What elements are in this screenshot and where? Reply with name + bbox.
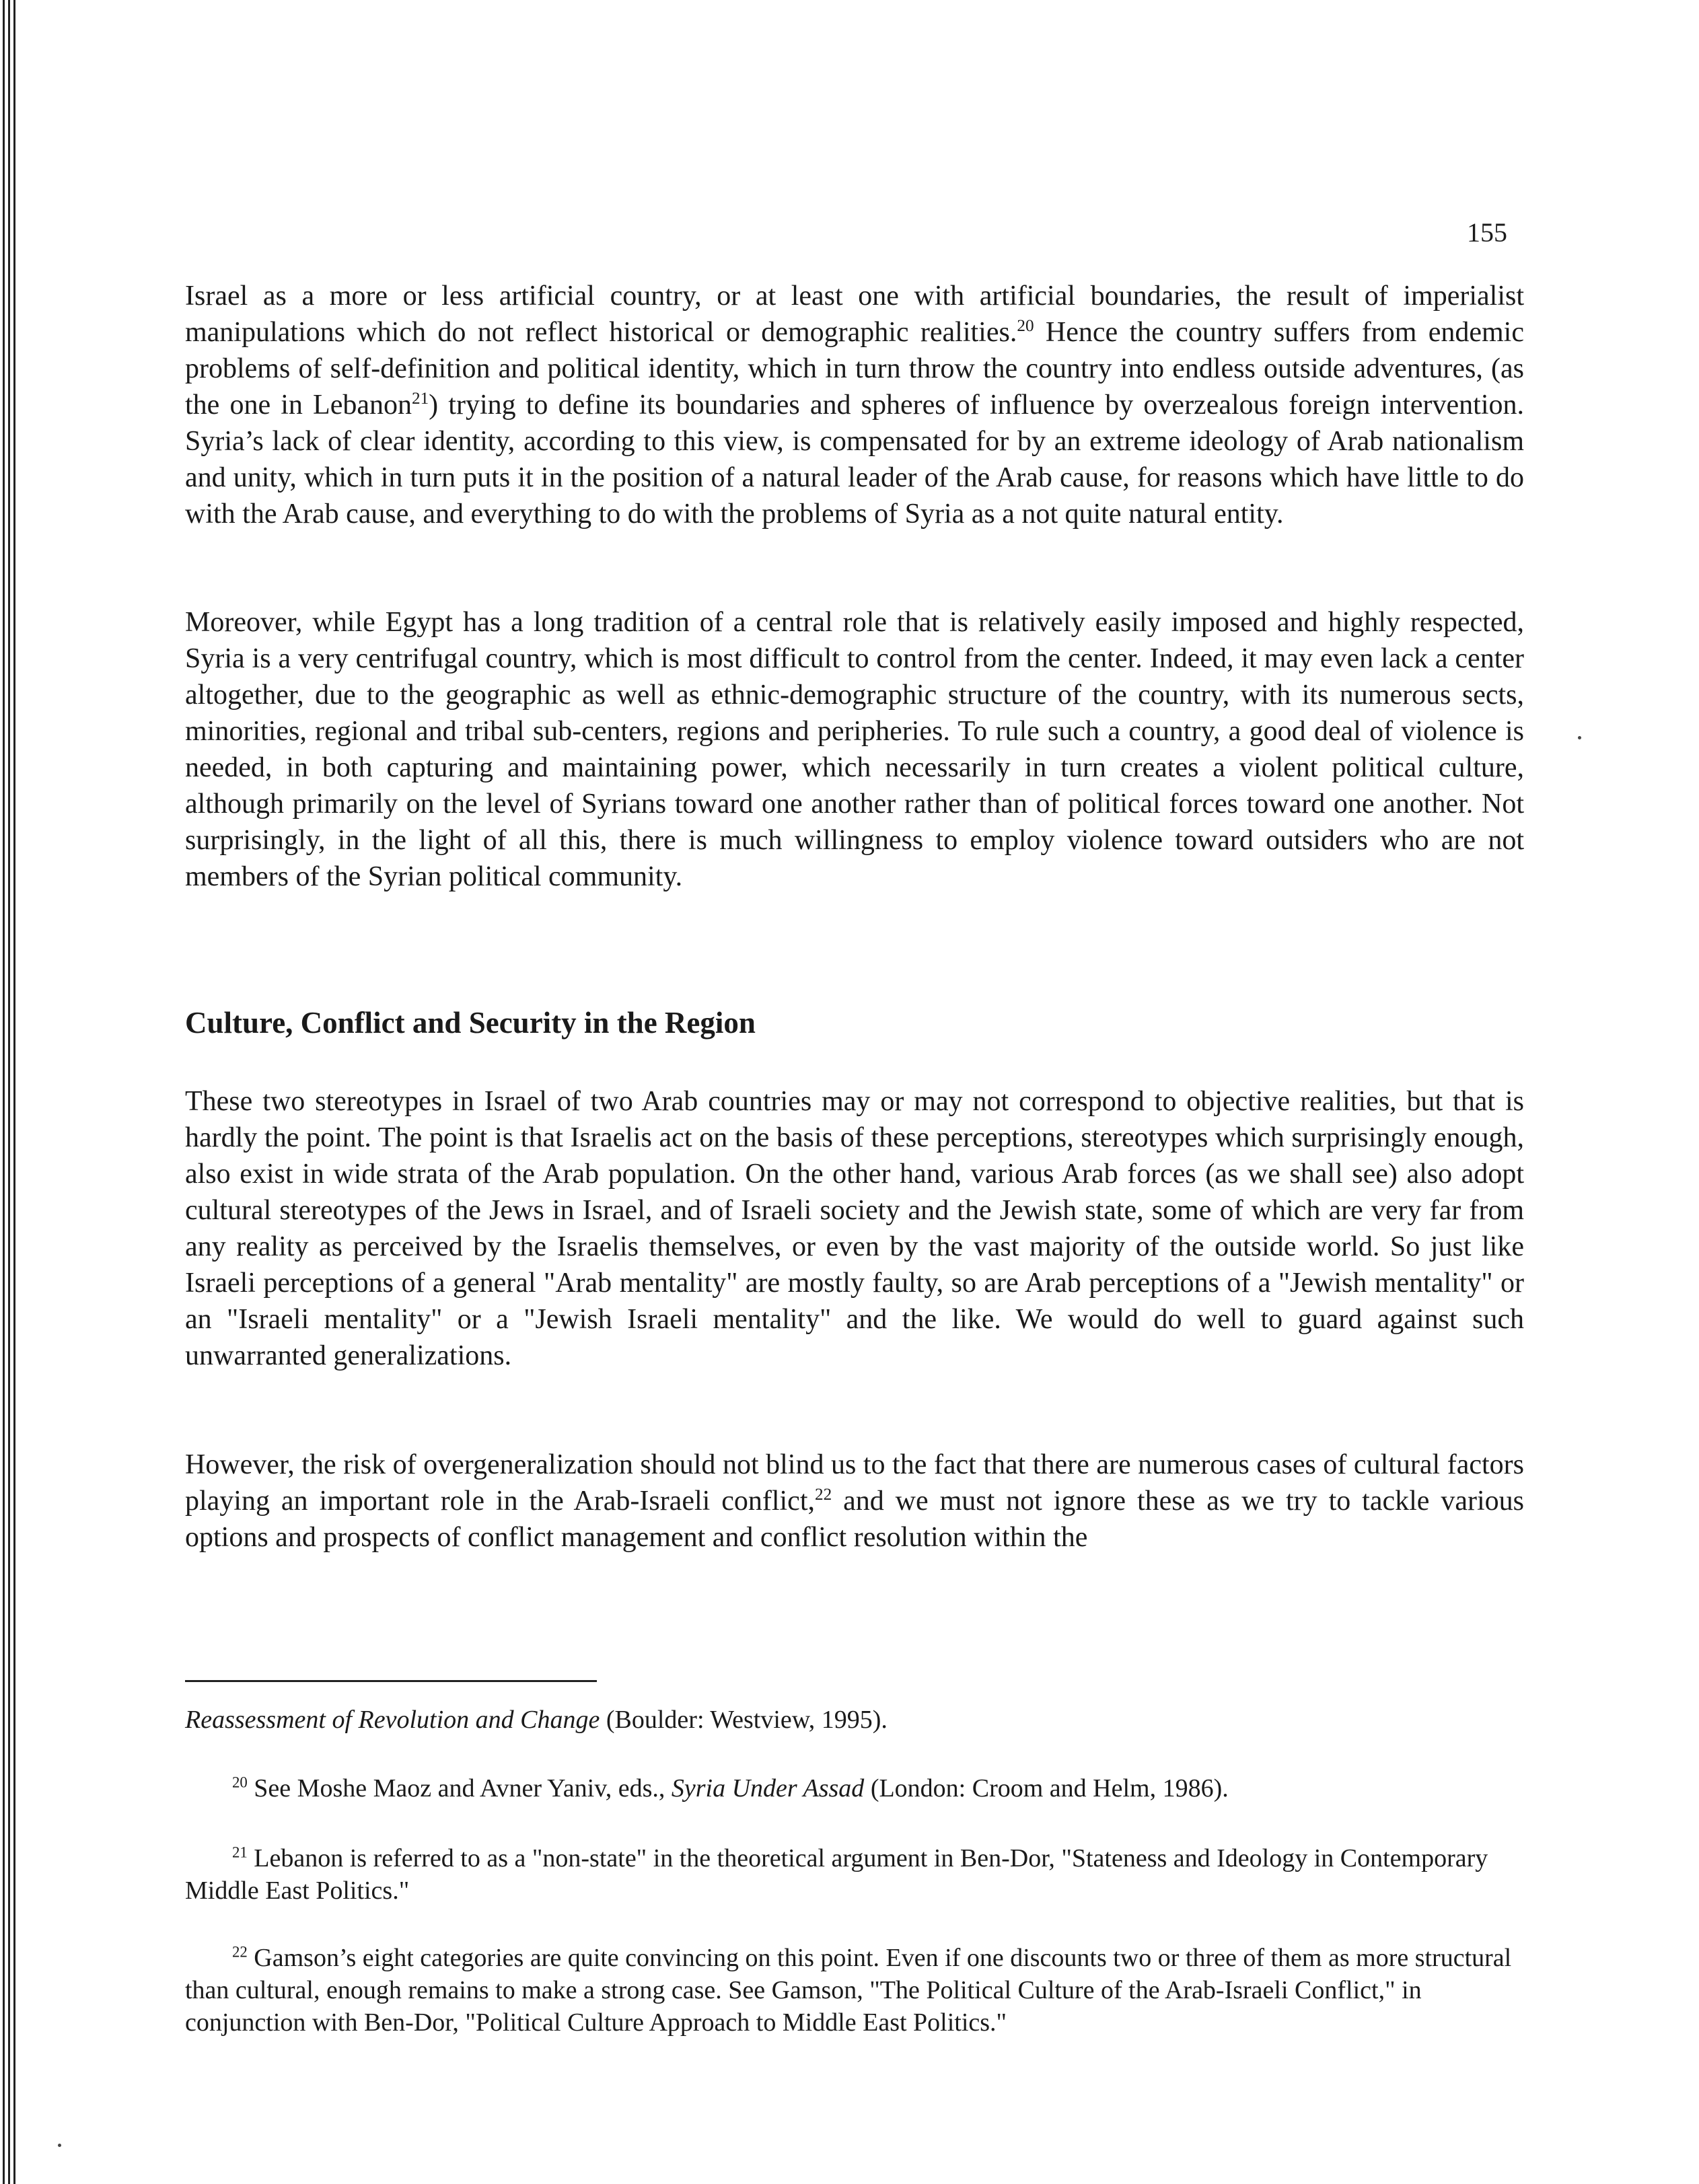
footnote-number: 20: [232, 1774, 248, 1791]
footnote-20: $^{20}$ See Moshe Maoz and Avner Yaniv, eds., Syria Under Assad (London: Croom and Helm, 1986).: [232, 1774, 1229, 1803]
footnote-ref: 22: [815, 1486, 832, 1504]
footnote-21: $^{21}$ Lebanon is referred to as a "non-state" in the theoretical argument in Ben-Dor, "Stateness and Ideology in Contemporary Middle East Politics.": [185, 1844, 1488, 1905]
book-title: Syria Under Assad: [671, 1774, 865, 1803]
scan-speck: [58, 2144, 61, 2147]
paragraph: These two stereotypes in Israel of two Arab countries may or may not correspond to objective realities, but that is hardly the point. The point is that Israelis act on the basis of these perceptions, stereotypes which surprisingly enough, also exist in wide strata of the Arab population. On the other hand, various Arab forces (as we shall see) also adopt cultural stereotypes of the Jews in Israel, and of Israeli society and the Jewish state, some of which are very far from any reality as perceived by the Israelis themselves, or even by the vast majority of the outside world. So just like Israeli perceptions of a general "Arab mentality" are mostly faulty, so are Arab perceptions of a "Jewish mentality" or an "Israeli mentality" or a "Jewish Israeli mentality" and the like. We would do well to guard against such unwarranted generalizations.: [185, 1086, 1524, 1371]
footnote-22: $^{22}$ Gamson’s eight categories are quite convincing on this point. Even if one discounts two or three of them as more structural than cultural, enough remains to make a strong case. See Gamson, "The Political Culture of the Arab-Israeli Conflict," in conjunction with Ben-Dor, "Political Culture Approach to Middle East Politics.": [185, 1943, 1512, 2037]
binding-edge-line: [3, 0, 5, 2184]
footnote-ref: 21: [411, 390, 429, 408]
section-heading: Culture, Conflict and Security in the Region: [185, 1006, 756, 1040]
binding-edge-line: [8, 0, 10, 2184]
footnote-ref: 20: [1017, 317, 1034, 335]
footnote-continued: Reassessment of Revolution and Change (Boulder: Westview, 1995).: [185, 1706, 888, 1734]
footnote-number: 22: [232, 1943, 248, 1961]
footnote-number: 21: [232, 1844, 248, 1861]
scan-speck: [1578, 736, 1581, 739]
paragraph: Israel as a more or less artificial country, or at least one with artificial boundaries, the result of imperialist manipulations which do not reflect historical or demographic realities.$^{20}$ Hence the country suffers from endemic problems of self-definition and political identity, which in turn throw the country into endless outside adventures, (as the one in Lebanon$^{21}$) trying to define its boundaries and spheres of influence by overzealous foreign intervention. Syria’s lack of clear identity, according to this view, is compensated for by an extreme ideology of Arab nationalism and unity, which in turn puts it in the position of a natural leader of the Arab cause, for reasons which have little to do with the Arab cause, and everything to do with the problems of Syria as a not quite natural entity.: [185, 281, 1525, 530]
binding-edge-line: [13, 0, 15, 2184]
paragraph: However, the risk of overgeneralization should not blind us to the fact that there are numerous cases of cultural factors playing an important role in the Arab-Israeli conflict,$^{22}$ and we must not ignore these as we try to tackle various options and prospects of conflict management and conflict resolution within the: [185, 1449, 1524, 1553]
footnote-separator: [185, 1680, 597, 1682]
book-title: Reassessment of Revolution and Change: [185, 1706, 600, 1734]
paragraph: Moreover, while Egypt has a long tradition of a central role that is relatively easily imposed and highly respected, Syria is a very centrifugal country, which is most difficult to control from the center. Indeed, it may even lack a center altogether, due to the geographic as well as ethnic-demographic structure of the country, with its numerous sects, minorities, regional and tribal sub-centers, regions and peripheries. To rule such a country, a good deal of violence is needed, in both capturing and maintaining power, which necessarily in turn creates a violent political culture, although primarily on the level of Syrians toward one another rather than of political forces toward one another. Not surprisingly, in the light of all this, there is much willingness to employ violence toward outsiders who are not members of the Syrian political community.: [185, 607, 1524, 892]
page-number: 155: [1467, 217, 1507, 248]
